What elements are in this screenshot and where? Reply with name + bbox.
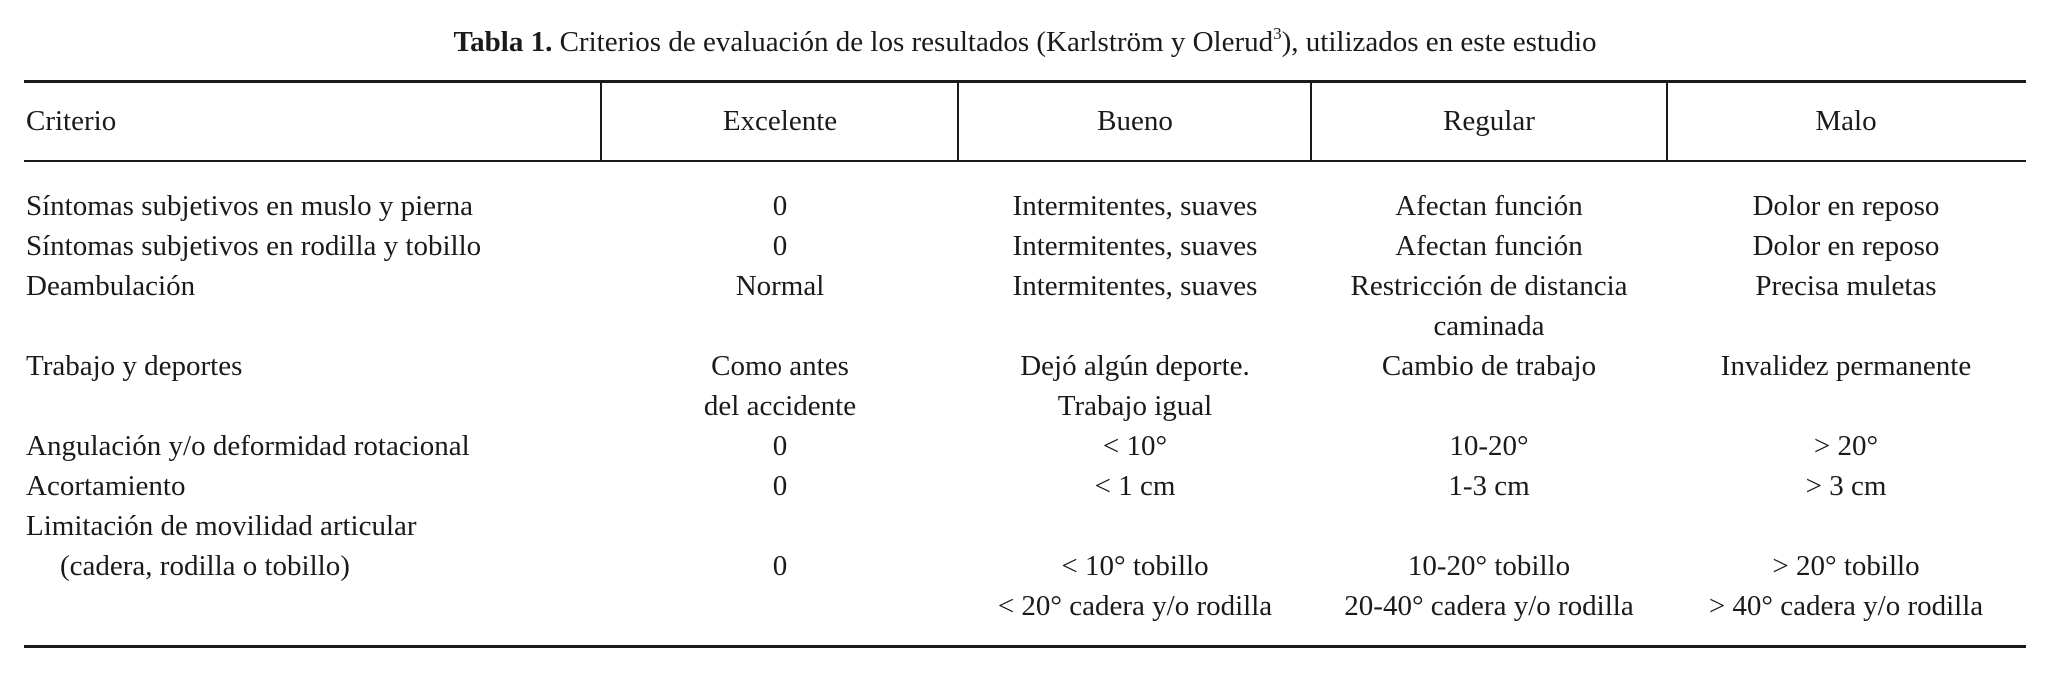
row-criterio: Síntomas subjetivos en muslo y pierna (26, 190, 474, 222)
row-regular: 20-40° cadera y/o rodilla (1344, 590, 1634, 622)
row-bueno: < 10° (1102, 430, 1168, 462)
header-malo: Malo (1815, 105, 1877, 137)
row-excelente: 0 (772, 430, 788, 462)
table-caption-superscript: 3 (1273, 24, 1282, 43)
row-bueno: Trabajo igual (1057, 390, 1213, 422)
row-regular: caminada (1433, 310, 1545, 342)
header-regular: Regular (1443, 105, 1535, 137)
row-regular: 10-20° tobillo (1407, 550, 1571, 582)
row-criterio: Angulación y/o deformidad rotacional (26, 430, 470, 462)
row-criterio: Acortamiento (26, 470, 186, 502)
row-regular: 1-3 cm (1448, 470, 1530, 502)
row-excelente: 0 (772, 470, 788, 502)
table-header-rule (24, 160, 2026, 162)
row-bueno: < 20° cadera y/o rodilla (997, 590, 1273, 622)
row-bueno: Intermitentes, suaves (1012, 190, 1258, 222)
row-regular: Cambio de trabajo (1381, 350, 1597, 382)
row-regular: Afectan función (1395, 190, 1583, 222)
table-caption (0, 22, 2050, 62)
header-divider (600, 80, 602, 162)
row-excelente: 0 (772, 190, 788, 222)
row-criterio: Deambulación (26, 270, 196, 302)
row-criterio: (cadera, rodilla o tobillo) (60, 550, 350, 582)
table-top-rule (24, 80, 2026, 83)
row-malo: Precisa muletas (1755, 270, 1937, 302)
row-malo: > 20° tobillo (1772, 550, 1920, 582)
table-caption-label: Tabla 1. (453, 26, 553, 58)
row-regular: 10-20° (1449, 430, 1529, 462)
table-bottom-rule (24, 645, 2026, 648)
header-divider (957, 80, 959, 162)
header-excelente: Excelente (722, 105, 838, 137)
row-bueno: Dejó algún deporte. (1020, 350, 1250, 382)
header-bueno: Bueno (1097, 105, 1173, 137)
row-malo: Invalidez permanente (1720, 350, 1972, 382)
row-bueno: Intermitentes, suaves (1012, 230, 1258, 262)
row-bueno: < 1 cm (1094, 470, 1176, 502)
row-malo: Dolor en reposo (1752, 230, 1940, 262)
row-excelente: del accidente (703, 390, 857, 422)
header-criterio: Criterio (26, 105, 117, 137)
row-malo: > 20° (1813, 430, 1879, 462)
row-criterio: Limitación de movilidad articular (26, 510, 417, 542)
row-regular: Restricción de distancia (1350, 270, 1628, 302)
row-malo: > 3 cm (1805, 470, 1887, 502)
row-bueno: Intermitentes, suaves (1012, 270, 1258, 302)
row-malo: > 40° cadera y/o rodilla (1708, 590, 1984, 622)
table-caption-text: Criterios de evaluación de los resultados (Karlström y Olerud (559, 26, 1274, 58)
row-excelente: 0 (772, 230, 788, 262)
row-criterio: Trabajo y deportes (26, 350, 243, 382)
row-bueno: < 10° tobillo (1061, 550, 1209, 582)
table-caption-text-after: ), utilizados en este estudio (1281, 26, 1597, 58)
row-regular: Afectan función (1395, 230, 1583, 262)
row-excelente: Normal (735, 270, 825, 302)
row-excelente: 0 (772, 550, 788, 582)
row-excelente: Como antes (711, 350, 849, 382)
row-malo: Dolor en reposo (1752, 190, 1940, 222)
row-criterio: Síntomas subjetivos en rodilla y tobillo (26, 230, 482, 262)
